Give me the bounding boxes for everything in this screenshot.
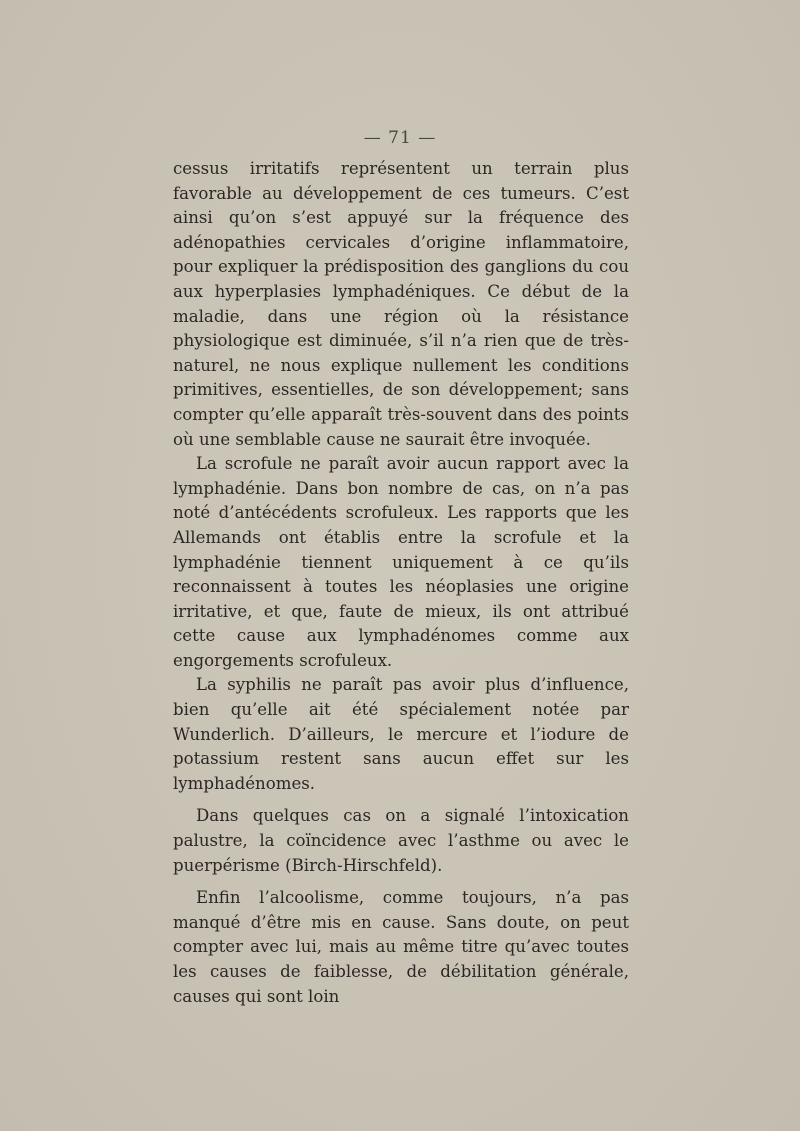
page-number: — 71 — [363,128,437,148]
paragraph-alcoolisme: Enfin l’alcoolisme, comme toujours, n’a pas manqué d’être mis en cause. Sans doute, on peut compter avec lui, mais au même titre qu’avec toutes les causes de faiblesse, de débilitation générale, causes qui sont loin [173,888,629,1006]
paragraph-scrofule: La scrofule ne paraît avoir aucun rapport avec la lymphadénie. Dans bon nombre de cas, on n’a pas noté d’antécédents scrofuleux. Les rapports que les Allemands ont établis entre la scrofule et la lymphadénie tiennent uniquement à ce qu’ils reconnaissent à toutes les néoplasies une origine irritative, et que, faute de mieux, ils ont attribué cette cause aux lymphadénomes comme aux engorgements scrofuleux. [173,454,629,670]
paragraph-causes-irritatives: cessus irritatifs représentent un terrain plus favorable au développement de ces tumeurs. C’est ainsi qu’on s’est appuyé sur la fréquence des adénopathies cervicales d’origine inflammatoire, pour expliquer la prédisposition des ganglions du cou aux hyperplasies lymphadéniques. Ce début de la maladie, dans une région où la résistance physiologique est diminuée, s’il n’a rien que de très-naturel, ne nous explique nullement les conditions primitives, essentielles, de son développement; sans compter qu’elle apparaît très-souvent dans des points où une semblable cause ne saurait être invoquée. [173,159,629,449]
paragraph-syphilis: La syphilis ne paraît pas avoir plus d’influence, bien qu’elle ait été spécialement notée par Wunderlich. D’ailleurs, le mercure et l’iodure de potassium restent sans aucun effet sur les lymphadénomes. [173,675,629,793]
body-text [173,157,629,1009]
paragraph-intoxication-palustre: Dans quelques cas on a signalé l’intoxication palustre, la coïncidence avec l’asthme ou avec le puerpérisme (Birch-Hirschfeld). [173,806,629,875]
